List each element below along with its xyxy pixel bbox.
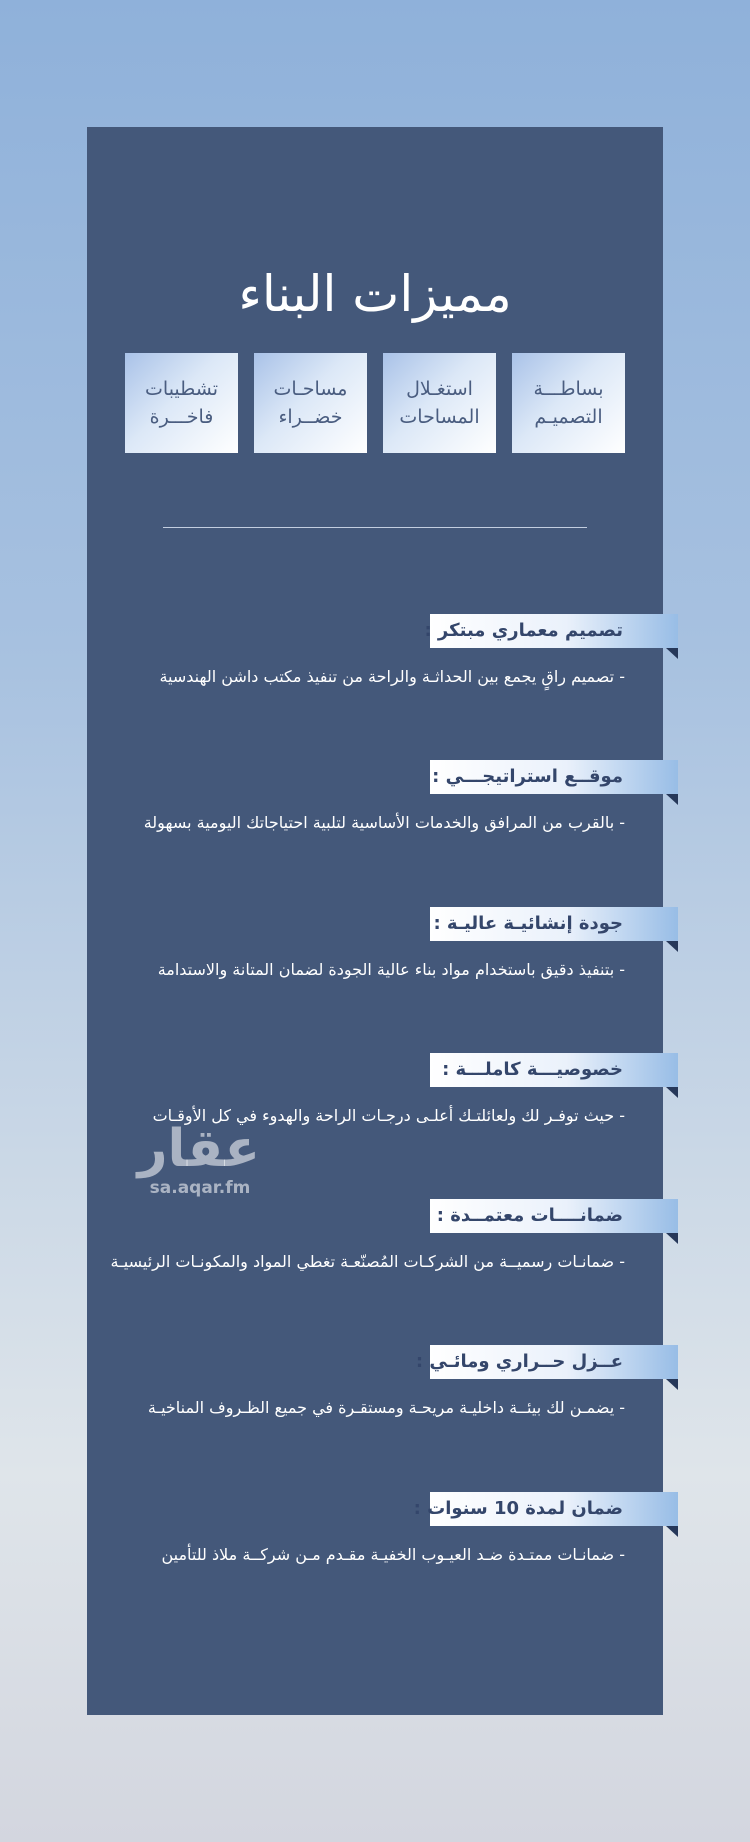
section-description: - يضمـن لك بيئــة داخليـة مريحـة ومستقـرة في جميع الظـروف المناخيـة: [147, 1398, 625, 1417]
section-tab-quality: [430, 907, 678, 941]
section-description: - بالقرب من المرافق والخدمات الأساسية لتلبية احتياجاتك اليومية بسهولة: [143, 813, 625, 832]
section-label: ضمان لمدة 10 سنوات :: [413, 1498, 623, 1519]
watermark-url: sa.aqar.fm: [149, 1178, 251, 1198]
aqar-watermark: [137, 1119, 260, 1198]
feature-box-finishes: تشطيبات فاخـــرة: [125, 353, 238, 453]
section-tab-architecture: [424, 614, 678, 648]
section-tab-insulation: [415, 1345, 678, 1379]
section-label: عــزل حــراري ومائـي :: [415, 1351, 623, 1372]
watermark-logo-text: عقار: [137, 1119, 260, 1179]
section-description: - تصميم راقٍ يجمع بين الحداثـة والراحة من تنفيذ مكتب داشن الهندسية: [159, 667, 625, 686]
feature-box-design: بساطـــة التصميـم: [512, 353, 625, 453]
section-description: - بتنفيذ دقيق باستخدام مواد بناء عالية الجودة لضمان المتانة والاستدامة: [157, 960, 625, 979]
section-label: موقــع استراتيجـــي :: [432, 766, 623, 787]
section-tab-warranties: [430, 1199, 678, 1233]
section-label: جودة إنشائيـة عاليـة :: [433, 913, 623, 934]
section-description: - ضمانـات ممتـدة ضـد العيـوب الخفيـة مقـدم مـن شركــة ملاذ للتأمين: [161, 1545, 625, 1564]
section-tab-10-year-warranty: [413, 1492, 678, 1526]
divider-line: [163, 527, 587, 528]
section-label: ضمانــــات معتمــدة :: [436, 1205, 623, 1226]
section-label: تصميم معماري مبتكر :: [424, 620, 623, 641]
section-tab-privacy: [430, 1053, 678, 1087]
section-tab-location: [430, 760, 678, 794]
feature-box-space-use: استغـلال المساحات: [383, 353, 496, 453]
feature-box-green-areas: مساحـات خضــراء: [254, 353, 367, 453]
page-title: مميزات البناء: [238, 265, 512, 323]
section-description: - حيث توفـر لك ولعائلتـك أعلـى درجـات الراحة والهدوء في كل الأوقـات: [152, 1106, 625, 1125]
section-label: خصوصيـــة كاملـــة :: [442, 1059, 623, 1080]
section-description: - ضمانـات رسميــة من الشركـات المُصنّعـة تغطي المواد والمكونـات الرئيسيـة: [110, 1252, 625, 1271]
